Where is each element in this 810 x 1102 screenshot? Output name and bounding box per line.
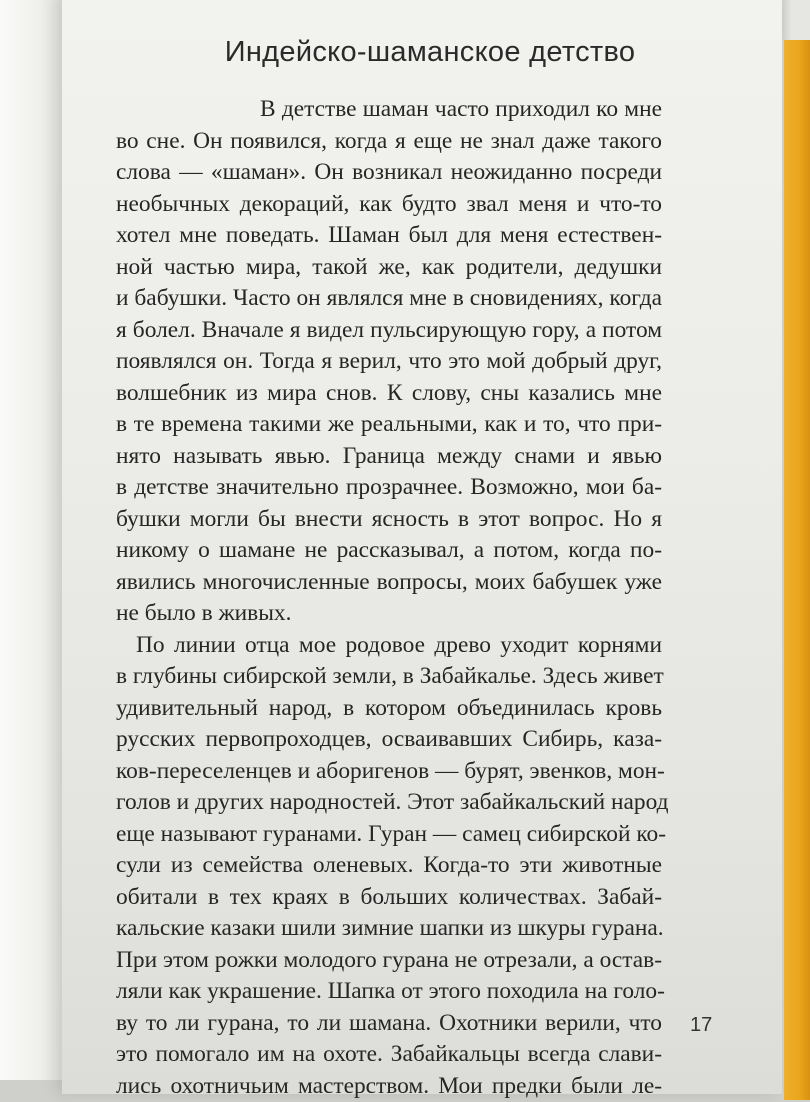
text-line: При этом рожки молодого гурана не отрезали, а остав- (116, 945, 662, 977)
text-line: По линии отца мое родовое древо уходит корнями (116, 630, 662, 662)
text-line: и бабушки. Часто он являлся мне в сновидениях, когда (116, 283, 662, 315)
text-line: русских первопроходцев, осваивавших Сибирь, каза- (116, 724, 662, 756)
text-line: во сне. Он появился, когда я еще не знал даже такого (116, 126, 662, 158)
text-line: я болел. Вначале я видел пульсирующую гору, а потом (116, 315, 662, 347)
book-cover-edge (784, 40, 810, 1100)
text-line: удивительный народ, в котором объединилась кровь (116, 693, 662, 725)
text-line: в детстве значительно прозрачнее. Возможно, мои ба- (116, 472, 662, 504)
text-line: сули из семейства оленевых. Когда-то эти животные (116, 850, 662, 882)
text-line: В детстве шаман часто приходил ко мне (116, 94, 662, 126)
text-line: ву то ли гурана, то ли шамана. Охотники верили, что (116, 1008, 662, 1040)
text-line: ков-переселенцев и аборигенов — бурят, эвенков, мон- (116, 756, 662, 788)
text-line: бушки могли бы внести ясность в этот вопрос. Но я (116, 504, 662, 536)
text-line: нято называть явью. Граница между снами и явью (116, 441, 662, 473)
text-line: слова — «шаман». Он возникал неожиданно посреди (116, 157, 662, 189)
text-line: волшебник из мира снов. К слову, сны казались мне (116, 378, 662, 410)
running-title: Индейско-шаманское детство (150, 36, 710, 69)
text-line: появлялся он. Тогда я верил, что это мой добрый друг, (116, 346, 662, 378)
text-line: необычных декораций, как будто звал меня и что-то (116, 189, 662, 221)
text-line: ной частью мира, такой же, как родители, дедушки (116, 252, 662, 284)
text-line: голов и других народностей. Этот забайкальский народ (116, 787, 662, 819)
text-line: явились многочисленные вопросы, моих бабушек уже (116, 567, 662, 599)
text-line: не было в живых. (116, 598, 662, 630)
text-line: ляли как украшение. Шапка от этого походила на голо- (116, 976, 662, 1008)
previous-page-edge (0, 0, 70, 1080)
text-line: лись охотничьим мастерством. Мои предки были ле- (116, 1071, 662, 1102)
text-line: в те времена такими же реальными, как и то, что при- (116, 409, 662, 441)
text-line: хотел мне поведать. Шаман был для меня естествен- (116, 220, 662, 252)
text-line: это помогало им на охоте. Забайкальцы всегда слави- (116, 1039, 662, 1071)
text-line: никому о шамане не рассказывал, а потом, когда по- (116, 535, 662, 567)
text-line: обитали в тех краях в больших количествах. Забай- (116, 882, 662, 914)
text-line: кальские казаки шили зимние шапки из шкуры гурана. (116, 913, 662, 945)
body-text (116, 94, 662, 1102)
text-line: в глубины сибирской земли, в Забайкалье. Здесь живет (116, 661, 662, 693)
page-number: 17 (690, 1014, 712, 1037)
text-line: еще называют гуранами. Гуран — самец сибирской ко- (116, 819, 662, 851)
